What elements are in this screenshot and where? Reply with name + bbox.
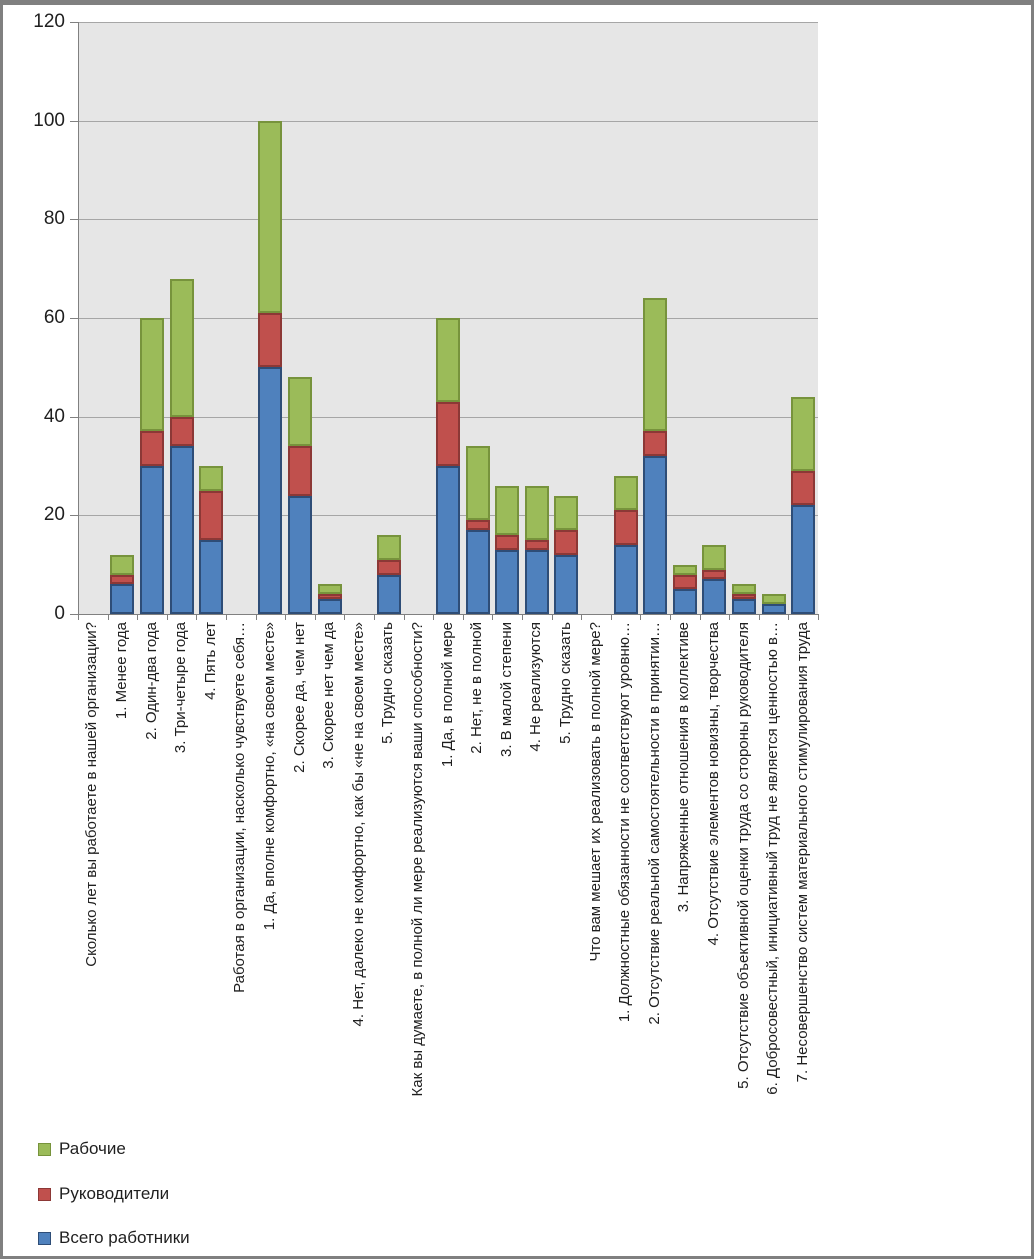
- x-axis-category-label: 4. Пять лет: [201, 622, 219, 700]
- x-axis-tick: [374, 614, 375, 620]
- bar-segment-руководители: [170, 417, 194, 447]
- y-axis-tick: [70, 219, 78, 220]
- bar-segment-руководители: [673, 575, 697, 590]
- bar-segment-рабочие: [258, 121, 282, 313]
- x-axis-tick: [463, 614, 464, 620]
- y-axis-tick: [70, 417, 78, 418]
- legend-label: Руководители: [59, 1184, 170, 1203]
- x-axis-category-label: 1. Менее года: [112, 622, 130, 720]
- y-axis-label: 80: [43, 208, 65, 229]
- bar-segment-рабочие: [288, 377, 312, 446]
- x-axis-tick: [344, 614, 345, 620]
- bar-segment-рабочие: [702, 545, 726, 570]
- x-axis-tick: [226, 614, 227, 620]
- bar-segment-рабочие: [140, 318, 164, 431]
- bar-segment-всего-работники: [495, 550, 519, 614]
- legend-swatch-icon: [38, 1188, 51, 1201]
- x-axis-category-label: 1. Да, в полной мере: [438, 622, 456, 768]
- y-gridline: [78, 121, 818, 122]
- bar-segment-рабочие: [199, 466, 223, 491]
- bar-segment-рабочие: [436, 318, 460, 402]
- bar-segment-всего-работники: [614, 545, 638, 614]
- bar-segment-рабочие: [643, 298, 667, 431]
- bar-segment-всего-работники: [199, 540, 223, 614]
- bar-segment-всего-работники: [466, 530, 490, 614]
- bar-segment-руководители: [466, 520, 490, 530]
- x-axis-category-label: Сколько лет вы работаете в нашей организации?: [83, 622, 101, 967]
- x-axis-tick: [315, 614, 316, 620]
- x-axis-category-label: Что вам мешает их реализовать в полной мере?: [586, 622, 604, 962]
- bar-segment-всего-работники: [318, 599, 342, 614]
- x-axis-tick: [581, 614, 582, 620]
- bar-segment-всего-работники: [762, 604, 786, 614]
- x-axis-category-label: 1. Да, вполне комфортно, «на своем месте»: [260, 622, 278, 931]
- y-axis-tick: [70, 22, 78, 23]
- bar-segment-рабочие: [762, 594, 786, 604]
- bar-segment-рабочие: [732, 584, 756, 594]
- legend-item: [38, 1139, 126, 1159]
- bar-segment-всего-работники: [140, 466, 164, 614]
- x-axis-tick: [492, 614, 493, 620]
- x-axis-tick: [640, 614, 641, 620]
- x-axis-category-label: 3. В малой степени: [497, 622, 515, 757]
- x-axis-category-label: 2. Скорее да, чем нет: [290, 622, 308, 773]
- bar-segment-всего-работники: [732, 599, 756, 614]
- x-axis-tick: [700, 614, 701, 620]
- x-axis-tick: [729, 614, 730, 620]
- x-axis-tick: [285, 614, 286, 620]
- bar-segment-рабочие: [466, 446, 490, 520]
- bar-segment-руководители: [288, 446, 312, 495]
- x-axis-tick: [404, 614, 405, 620]
- bar-segment-всего-работники: [673, 589, 697, 614]
- bar-segment-рабочие: [495, 486, 519, 535]
- x-axis-tick: [611, 614, 612, 620]
- bar-segment-руководители: [199, 491, 223, 540]
- bar-segment-рабочие: [554, 496, 578, 531]
- bar-segment-руководители: [791, 471, 815, 506]
- y-gridline: [78, 219, 818, 220]
- y-axis-label: 100: [33, 110, 65, 131]
- legend-label: Рабочие: [59, 1139, 126, 1158]
- bar-segment-всего-работники: [288, 496, 312, 614]
- bar-segment-руководители: [525, 540, 549, 550]
- y-axis-tick: [70, 121, 78, 122]
- bar-segment-руководители: [140, 431, 164, 466]
- y-axis-line: [78, 22, 79, 619]
- legend-item: [38, 1184, 169, 1204]
- x-axis-category-label: 5. Отсутствие объективной оценки труда со стороны руководителя: [734, 622, 752, 1089]
- bar-segment-руководители: [495, 535, 519, 550]
- bar-segment-всего-работники: [110, 584, 134, 614]
- x-axis-category-label: 5. Трудно сказать: [556, 622, 574, 744]
- x-axis-tick: [256, 614, 257, 620]
- bar-segment-всего-работники: [791, 505, 815, 614]
- x-axis-category-label: 3. Скорее нет чем да: [320, 622, 338, 769]
- y-axis-label: 120: [33, 11, 65, 32]
- x-axis-category-label: Как вы думаете, в полной ли мере реализуются ваши способности?: [408, 622, 426, 1097]
- x-axis-tick: [108, 614, 109, 620]
- bar-segment-руководители: [732, 594, 756, 599]
- x-axis-tick: [818, 614, 819, 620]
- bar-segment-рабочие: [318, 584, 342, 594]
- x-axis-tick: [670, 614, 671, 620]
- y-axis-label: 20: [43, 504, 65, 525]
- x-axis-tick: [196, 614, 197, 620]
- bar-segment-руководители: [702, 570, 726, 580]
- x-axis-category-label: 4. Отсутствие элементов новизны, творчества: [704, 622, 722, 946]
- bar-segment-руководители: [554, 530, 578, 555]
- x-axis-tick: [788, 614, 789, 620]
- x-axis-category-label: 1. Должностные обязанности не соответствуют уровню…: [616, 622, 634, 1023]
- bar-segment-рабочие: [170, 279, 194, 417]
- x-axis-category-label: 3. Три-четыре года: [172, 622, 190, 754]
- bar-segment-рабочие: [614, 476, 638, 511]
- x-axis-category-label: 2. Отсутствие реальной самостоятельности в принятии…: [645, 622, 663, 1025]
- bar-segment-руководители: [318, 594, 342, 599]
- bar-segment-руководители: [436, 402, 460, 466]
- legend-item: [38, 1228, 190, 1248]
- x-axis-tick: [522, 614, 523, 620]
- y-axis-tick: [70, 515, 78, 516]
- bar-segment-всего-работники: [170, 446, 194, 614]
- bar-segment-рабочие: [791, 397, 815, 471]
- x-axis-tick: [552, 614, 553, 620]
- y-axis-tick: [70, 318, 78, 319]
- x-axis-category-label: 7. Несовершенство систем материального стимулирования труда: [793, 622, 811, 1083]
- bar-segment-всего-работники: [554, 555, 578, 614]
- bar-segment-всего-работники: [643, 456, 667, 614]
- x-axis-category-label: 4. Не реализуются: [527, 622, 545, 752]
- legend-swatch-icon: [38, 1143, 51, 1156]
- legend-swatch-icon: [38, 1232, 51, 1245]
- legend-label: Всего работники: [59, 1228, 190, 1247]
- x-axis-category-label: Работая в организации, насколько чувствуете себя…: [231, 622, 249, 993]
- y-gridline: [78, 22, 818, 23]
- x-axis-tick: [759, 614, 760, 620]
- x-axis-category-label: 5. Трудно сказать: [379, 622, 397, 744]
- x-axis-tick: [167, 614, 168, 620]
- y-axis-label: 40: [43, 406, 65, 427]
- bar-segment-руководители: [643, 431, 667, 456]
- x-axis-category-label: 3. Напряженные отношения в коллективе: [675, 622, 693, 913]
- x-axis-category-label: 2. Один-два года: [142, 622, 160, 740]
- x-axis-category-label: 4. Нет, далеко не комфортно, как бы «не на своем месте»: [349, 622, 367, 1027]
- bar-segment-всего-работники: [377, 575, 401, 614]
- bar-segment-всего-работники: [258, 367, 282, 614]
- y-axis-label: 60: [43, 307, 65, 328]
- y-axis-tick: [70, 614, 78, 615]
- x-axis-tick: [78, 614, 79, 620]
- bar-segment-руководители: [377, 560, 401, 575]
- bar-segment-руководители: [614, 510, 638, 545]
- x-axis-line: [78, 614, 819, 615]
- bar-segment-всего-работники: [525, 550, 549, 614]
- bar-segment-рабочие: [673, 565, 697, 575]
- x-axis-category-label: 6. Добросовестный, инициативный труд не является ценностью в…: [764, 622, 782, 1095]
- bar-segment-всего-работники: [436, 466, 460, 614]
- y-axis-label: 0: [54, 603, 65, 624]
- bar-segment-руководители: [110, 575, 134, 585]
- x-axis-category-label: 2. Нет, не в полной: [468, 622, 486, 754]
- bar-segment-рабочие: [377, 535, 401, 560]
- bar-segment-руководители: [258, 313, 282, 367]
- x-axis-tick: [137, 614, 138, 620]
- x-axis-tick: [433, 614, 434, 620]
- bar-segment-рабочие: [110, 555, 134, 575]
- bar-segment-всего-работники: [702, 579, 726, 614]
- bar-segment-рабочие: [525, 486, 549, 540]
